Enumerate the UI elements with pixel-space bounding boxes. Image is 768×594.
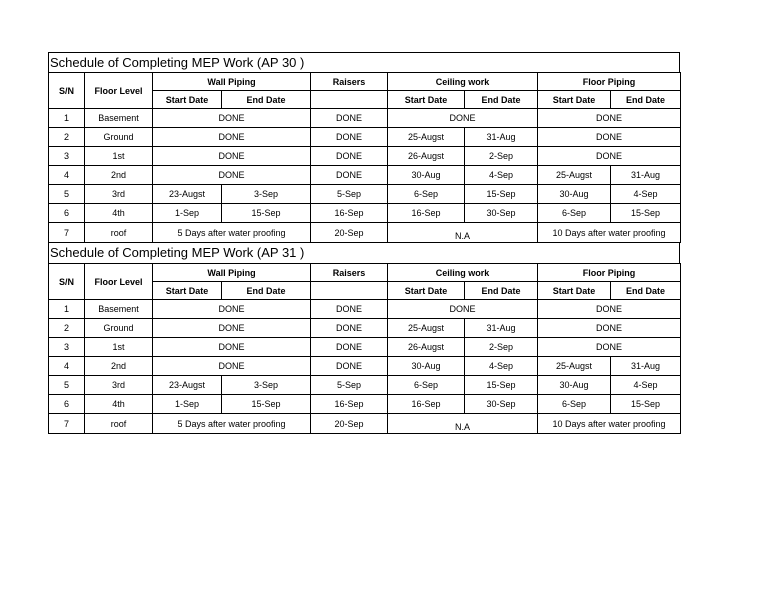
cell-wall-end[interactable]: 3-Sep bbox=[222, 185, 311, 204]
header-raisers-blank[interactable] bbox=[311, 282, 388, 300]
cell-raisers[interactable]: 5-Sep bbox=[311, 185, 388, 204]
cell-floor-end[interactable]: 4-Sep bbox=[611, 185, 681, 204]
schedule-title[interactable]: Schedule of Completing MEP Work (AP 30 ) bbox=[48, 52, 680, 72]
cell-sn[interactable]: 1 bbox=[49, 300, 85, 319]
cell-floor-level[interactable]: 2nd bbox=[85, 166, 153, 185]
cell-floor-level[interactable]: Basement bbox=[85, 109, 153, 128]
header-raisers-blank[interactable] bbox=[311, 91, 388, 109]
table-row bbox=[49, 300, 681, 319]
cell-raisers[interactable]: 16-Sep bbox=[311, 395, 388, 414]
schedule-table bbox=[48, 72, 681, 243]
cell-ceiling-start[interactable]: 30-Aug bbox=[388, 166, 465, 185]
header-floor-piping[interactable]: Floor Piping bbox=[538, 264, 681, 282]
header-wall-end[interactable]: End Date bbox=[222, 91, 311, 109]
cell-wall-piping[interactable]: 5 Days after water proofing bbox=[153, 223, 311, 243]
header-wall-start[interactable]: Start Date bbox=[153, 282, 222, 300]
cell-floor-piping[interactable]: 10 Days after water proofing bbox=[538, 414, 681, 434]
cell-wall-start[interactable]: 23-Augst bbox=[153, 376, 222, 395]
cell-floor-start[interactable]: 6-Sep bbox=[538, 395, 611, 414]
spreadsheet bbox=[48, 52, 680, 434]
cell-raisers[interactable]: 20-Sep bbox=[311, 223, 388, 243]
cell-sn[interactable]: 1 bbox=[49, 109, 85, 128]
header-floor-end[interactable]: End Date bbox=[611, 91, 681, 109]
table-row bbox=[49, 109, 681, 128]
cell-ceiling-start[interactable]: 6-Sep bbox=[388, 376, 465, 395]
header-sn[interactable]: S/N bbox=[49, 73, 85, 109]
cell-floor-piping[interactable]: DONE bbox=[538, 319, 681, 338]
cell-wall-piping[interactable]: DONE bbox=[153, 128, 311, 147]
cell-wall-end[interactable]: 15-Sep bbox=[222, 204, 311, 223]
cell-sn[interactable]: 2 bbox=[49, 128, 85, 147]
cell-wall-end[interactable]: 3-Sep bbox=[222, 376, 311, 395]
header-ceiling-end[interactable]: End Date bbox=[465, 282, 538, 300]
table-row bbox=[49, 414, 681, 434]
cell-floor-start[interactable]: 25-Augst bbox=[538, 166, 611, 185]
cell-floor-end[interactable]: 15-Sep bbox=[611, 395, 681, 414]
cell-wall-piping[interactable]: DONE bbox=[153, 109, 311, 128]
cell-wall-piping[interactable]: DONE bbox=[153, 338, 311, 357]
cell-wall-start[interactable]: 1-Sep bbox=[153, 395, 222, 414]
cell-sn[interactable]: 5 bbox=[49, 185, 85, 204]
header-floor-level[interactable]: Floor Level bbox=[85, 264, 153, 300]
cell-floor-end[interactable]: 31-Aug bbox=[611, 357, 681, 376]
header-floor-start[interactable]: Start Date bbox=[538, 91, 611, 109]
cell-raisers[interactable]: DONE bbox=[311, 319, 388, 338]
cell-sn[interactable]: 4 bbox=[49, 357, 85, 376]
header-floor-end[interactable]: End Date bbox=[611, 282, 681, 300]
cell-sn[interactable]: 7 bbox=[49, 414, 85, 434]
cell-floor-end[interactable]: 31-Aug bbox=[611, 166, 681, 185]
header-ceiling-end[interactable]: End Date bbox=[465, 91, 538, 109]
cell-floor-piping[interactable]: DONE bbox=[538, 300, 681, 319]
cell-wall-start[interactable]: 1-Sep bbox=[153, 204, 222, 223]
cell-ceiling-end[interactable]: 30-Sep bbox=[465, 395, 538, 414]
cell-floor-piping[interactable]: DONE bbox=[538, 109, 681, 128]
table-row bbox=[49, 147, 681, 166]
cell-wall-piping[interactable]: DONE bbox=[153, 166, 311, 185]
cell-ceiling-start[interactable]: 26-Augst bbox=[388, 338, 465, 357]
cell-ceiling-start[interactable]: 16-Sep bbox=[388, 204, 465, 223]
cell-sn[interactable]: 6 bbox=[49, 204, 85, 223]
cell-floor-level[interactable]: 1st bbox=[85, 338, 153, 357]
cell-wall-piping[interactable]: 5 Days after water proofing bbox=[153, 414, 311, 434]
cell-raisers[interactable]: DONE bbox=[311, 109, 388, 128]
schedule-table bbox=[48, 263, 681, 434]
schedule-title[interactable]: Schedule of Completing MEP Work (AP 31 ) bbox=[48, 243, 680, 263]
cell-floor-level[interactable]: 4th bbox=[85, 204, 153, 223]
cell-ceiling-end[interactable]: 15-Sep bbox=[465, 185, 538, 204]
cell-ceiling-work[interactable]: N.A bbox=[388, 223, 538, 243]
cell-wall-piping[interactable]: DONE bbox=[153, 147, 311, 166]
cell-floor-piping[interactable]: DONE bbox=[538, 147, 681, 166]
cell-sn[interactable]: 6 bbox=[49, 395, 85, 414]
table-row bbox=[49, 338, 681, 357]
cell-ceiling-end[interactable]: 2-Sep bbox=[465, 147, 538, 166]
table-row bbox=[49, 319, 681, 338]
cell-raisers[interactable]: DONE bbox=[311, 147, 388, 166]
cell-wall-start[interactable]: 23-Augst bbox=[153, 185, 222, 204]
table-row bbox=[49, 223, 681, 243]
cell-ceiling-work[interactable]: DONE bbox=[388, 109, 538, 128]
cell-floor-end[interactable]: 15-Sep bbox=[611, 204, 681, 223]
cell-sn[interactable]: 3 bbox=[49, 147, 85, 166]
cell-floor-level[interactable]: Ground bbox=[85, 319, 153, 338]
cell-floor-start[interactable]: 6-Sep bbox=[538, 204, 611, 223]
cell-floor-level[interactable]: 2nd bbox=[85, 357, 153, 376]
header-floor-piping[interactable]: Floor Piping bbox=[538, 73, 681, 91]
cell-ceiling-start[interactable]: 30-Aug bbox=[388, 357, 465, 376]
header-wall-end[interactable]: End Date bbox=[222, 282, 311, 300]
header-raisers[interactable]: Raisers bbox=[311, 264, 388, 282]
cell-floor-start[interactable]: 25-Augst bbox=[538, 357, 611, 376]
header-wall-start[interactable]: Start Date bbox=[153, 91, 222, 109]
cell-ceiling-end[interactable]: 15-Sep bbox=[465, 376, 538, 395]
table-row bbox=[49, 395, 681, 414]
cell-raisers[interactable]: 20-Sep bbox=[311, 414, 388, 434]
cell-floor-level[interactable]: Ground bbox=[85, 128, 153, 147]
cell-raisers[interactable]: DONE bbox=[311, 357, 388, 376]
cell-sn[interactable]: 3 bbox=[49, 338, 85, 357]
cell-ceiling-end[interactable]: 30-Sep bbox=[465, 204, 538, 223]
cell-ceiling-work[interactable]: DONE bbox=[388, 300, 538, 319]
table-row bbox=[49, 185, 681, 204]
cell-floor-piping[interactable]: DONE bbox=[538, 338, 681, 357]
table-row bbox=[49, 128, 681, 147]
cell-ceiling-end[interactable]: 4-Sep bbox=[465, 166, 538, 185]
cell-ceiling-end[interactable]: 31-Aug bbox=[465, 128, 538, 147]
cell-raisers[interactable]: 16-Sep bbox=[311, 204, 388, 223]
cell-floor-piping[interactable]: 10 Days after water proofing bbox=[538, 223, 681, 243]
cell-ceiling-start[interactable]: 25-Augst bbox=[388, 128, 465, 147]
header-wall-piping[interactable]: Wall Piping bbox=[153, 73, 311, 91]
header-row-1 bbox=[49, 73, 681, 91]
table-row bbox=[49, 376, 681, 395]
cell-sn[interactable]: 7 bbox=[49, 223, 85, 243]
header-ceiling-start[interactable]: Start Date bbox=[388, 282, 465, 300]
cell-wall-piping[interactable]: DONE bbox=[153, 357, 311, 376]
cell-ceiling-work[interactable]: N.A bbox=[388, 414, 538, 434]
cell-floor-end[interactable]: 4-Sep bbox=[611, 376, 681, 395]
schedule-block bbox=[48, 52, 680, 243]
cell-ceiling-start[interactable]: 6-Sep bbox=[388, 185, 465, 204]
cell-sn[interactable]: 5 bbox=[49, 376, 85, 395]
table-row bbox=[49, 204, 681, 223]
header-sn[interactable]: S/N bbox=[49, 264, 85, 300]
cell-raisers[interactable]: DONE bbox=[311, 166, 388, 185]
cell-raisers[interactable]: DONE bbox=[311, 128, 388, 147]
header-row-1 bbox=[49, 264, 681, 282]
cell-floor-piping[interactable]: DONE bbox=[538, 128, 681, 147]
cell-raisers[interactable]: 5-Sep bbox=[311, 376, 388, 395]
cell-ceiling-end[interactable]: 4-Sep bbox=[465, 357, 538, 376]
cell-raisers[interactable]: DONE bbox=[311, 300, 388, 319]
cell-floor-level[interactable]: roof bbox=[85, 414, 153, 434]
header-floor-start[interactable]: Start Date bbox=[538, 282, 611, 300]
cell-ceiling-end[interactable]: 2-Sep bbox=[465, 338, 538, 357]
cell-ceiling-end[interactable]: 31-Aug bbox=[465, 319, 538, 338]
cell-ceiling-start[interactable]: 25-Augst bbox=[388, 319, 465, 338]
header-floor-level[interactable]: Floor Level bbox=[85, 73, 153, 109]
cell-floor-level[interactable]: roof bbox=[85, 223, 153, 243]
header-ceiling-work[interactable]: Ceiling work bbox=[388, 264, 538, 282]
cell-raisers[interactable]: DONE bbox=[311, 338, 388, 357]
cell-floor-level[interactable]: Basement bbox=[85, 300, 153, 319]
table-row bbox=[49, 166, 681, 185]
cell-ceiling-start[interactable]: 16-Sep bbox=[388, 395, 465, 414]
cell-wall-piping[interactable]: DONE bbox=[153, 319, 311, 338]
cell-floor-level[interactable]: 3rd bbox=[85, 185, 153, 204]
cell-wall-end[interactable]: 15-Sep bbox=[222, 395, 311, 414]
schedule-block bbox=[48, 243, 680, 434]
cell-wall-piping[interactable]: DONE bbox=[153, 300, 311, 319]
header-wall-piping[interactable]: Wall Piping bbox=[153, 264, 311, 282]
cell-floor-level[interactable]: 4th bbox=[85, 395, 153, 414]
header-ceiling-work[interactable]: Ceiling work bbox=[388, 73, 538, 91]
cell-floor-level[interactable]: 1st bbox=[85, 147, 153, 166]
cell-floor-start[interactable]: 30-Aug bbox=[538, 376, 611, 395]
cell-sn[interactable]: 2 bbox=[49, 319, 85, 338]
cell-floor-start[interactable]: 30-Aug bbox=[538, 185, 611, 204]
cell-ceiling-start[interactable]: 26-Augst bbox=[388, 147, 465, 166]
cell-sn[interactable]: 4 bbox=[49, 166, 85, 185]
cell-floor-level[interactable]: 3rd bbox=[85, 376, 153, 395]
header-ceiling-start[interactable]: Start Date bbox=[388, 91, 465, 109]
table-row bbox=[49, 357, 681, 376]
header-raisers[interactable]: Raisers bbox=[311, 73, 388, 91]
